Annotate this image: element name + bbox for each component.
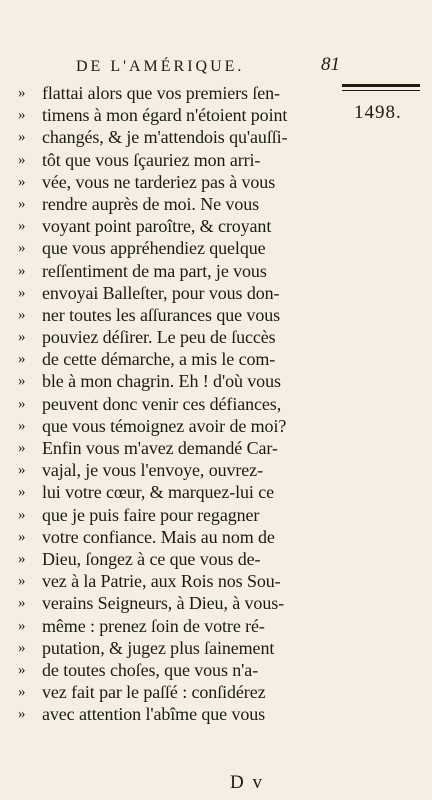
quote-mark: »: [18, 306, 26, 323]
text-line: [18, 370, 340, 392]
catchword: D v: [230, 772, 264, 793]
quote-mark: »: [18, 617, 26, 634]
line-text: tôt que vous ſçauriez mon arri-: [42, 149, 261, 170]
line-text: voyant point paroître, & croyant: [42, 216, 272, 237]
margin-year: 1498.: [354, 102, 402, 123]
quote-mark: »: [18, 240, 26, 257]
text-line: [18, 282, 340, 304]
line-text: ble à mon chagrin. Eh ! d'où vous: [42, 371, 281, 392]
text-line: [18, 504, 340, 526]
text-line: [18, 703, 340, 725]
line-text: envoyai Balleſter, pour vous don-: [42, 282, 280, 303]
text-line: [18, 260, 340, 282]
text-line: [18, 437, 340, 459]
line-text: que je puis faire pour regagner: [42, 504, 260, 525]
quote-mark: »: [18, 329, 26, 346]
quote-mark: »: [18, 484, 26, 501]
line-text: verains Seigneurs, à Dieu, à vous-: [42, 593, 285, 614]
quote-mark: »: [18, 550, 26, 567]
quote-mark: »: [18, 684, 26, 701]
quote-mark: »: [18, 440, 26, 456]
line-text: flattai alors que vos premiers ſen-: [42, 83, 280, 103]
text-line: [18, 304, 340, 326]
quote-mark: »: [18, 85, 26, 101]
line-text: Enfin vous m'avez demandé Car-: [42, 438, 278, 458]
text-line: [18, 548, 340, 570]
line-text: que vous appréhendiez quelque: [42, 238, 266, 259]
text-line: [18, 615, 340, 637]
text-line: [18, 149, 340, 171]
quote-mark: »: [18, 661, 26, 678]
text-line: [18, 637, 340, 659]
text-line: [18, 570, 340, 592]
text-line: [18, 393, 340, 415]
quote-mark: »: [18, 373, 26, 390]
quote-mark: »: [18, 218, 26, 235]
text-line: [18, 459, 340, 481]
text-line: [18, 215, 340, 237]
body-text: [18, 82, 340, 725]
margin-note: [340, 84, 422, 124]
text-line: [18, 415, 340, 437]
line-text: putation, & jugez plus ſainement: [42, 637, 275, 658]
line-text: rendre auprès de moi. Ne vous: [42, 193, 260, 214]
quote-mark: »: [18, 395, 26, 412]
margin-rule-thin: [342, 90, 420, 91]
quote-mark: »: [18, 351, 26, 368]
text-line: [18, 526, 340, 548]
line-text: vée, vous ne tarderiez pas à vous: [42, 171, 276, 192]
quote-mark: »: [18, 462, 26, 479]
line-text: peuvent donc venir ces défiances,: [42, 393, 282, 414]
text-line: [18, 104, 340, 126]
line-text: changés, & je m'attendois qu'auſſi-: [42, 127, 288, 148]
quote-mark: »: [18, 173, 26, 190]
line-text: reſſentiment de ma part, je vous: [42, 260, 267, 281]
text-line: [18, 126, 340, 148]
quote-mark: »: [18, 417, 26, 434]
line-text: de cette démarche, a mis le com-: [42, 349, 276, 370]
text-line: [18, 592, 340, 614]
text-line: [18, 171, 340, 193]
quote-mark: »: [18, 284, 26, 301]
line-text: vez à la Patrie, aux Rois nos Sou-: [42, 571, 281, 592]
line-text: lui votre cœur, & marquez-lui ce: [42, 482, 274, 503]
text-line: [18, 193, 340, 215]
text-line: [18, 82, 340, 104]
quote-mark: »: [18, 107, 26, 124]
line-text: que vous témoignez avoir de moi?: [42, 415, 287, 436]
text-line: [18, 481, 340, 503]
quote-mark: »: [18, 528, 26, 545]
quote-mark: »: [18, 639, 26, 656]
line-text: timens à mon égard n'étoient point: [42, 105, 288, 126]
quote-mark: »: [18, 262, 26, 279]
running-head-title: DE L'AMÉRIQUE.: [76, 58, 245, 75]
text-line: [18, 681, 340, 703]
page-number: 81: [321, 54, 340, 75]
running-head: [70, 50, 340, 80]
line-text: de toutes choſes, que vous n'a-: [42, 659, 259, 680]
margin-rule-thick: [342, 84, 420, 87]
line-text: ner toutes les aſſurances que vous: [42, 304, 281, 325]
text-line: [18, 326, 340, 348]
quote-mark: »: [18, 595, 26, 612]
line-text: pouviez déſirer. Le peu de ſuccès: [42, 327, 276, 348]
text-line: [18, 237, 340, 259]
line-text: même : prenez ſoin de votre ré-: [42, 615, 265, 636]
quote-mark: »: [18, 129, 26, 146]
line-text: vez fait par le paſſé : conſidérez: [42, 682, 266, 703]
line-text: votre confiance. Mais au nom de: [42, 526, 275, 547]
text-line: [18, 348, 340, 370]
quote-mark: »: [18, 506, 26, 523]
quote-mark: »: [18, 151, 26, 168]
quote-mark: »: [18, 195, 26, 212]
quote-mark: »: [18, 573, 26, 590]
text-line: [18, 659, 340, 681]
line-text: vajal, je vous l'envoye, ouvrez-: [42, 460, 263, 481]
quote-mark: »: [18, 706, 26, 723]
line-text: avec attention l'abîme que vous: [42, 704, 266, 725]
line-text: Dieu, ſongez à ce que vous de-: [42, 548, 261, 569]
